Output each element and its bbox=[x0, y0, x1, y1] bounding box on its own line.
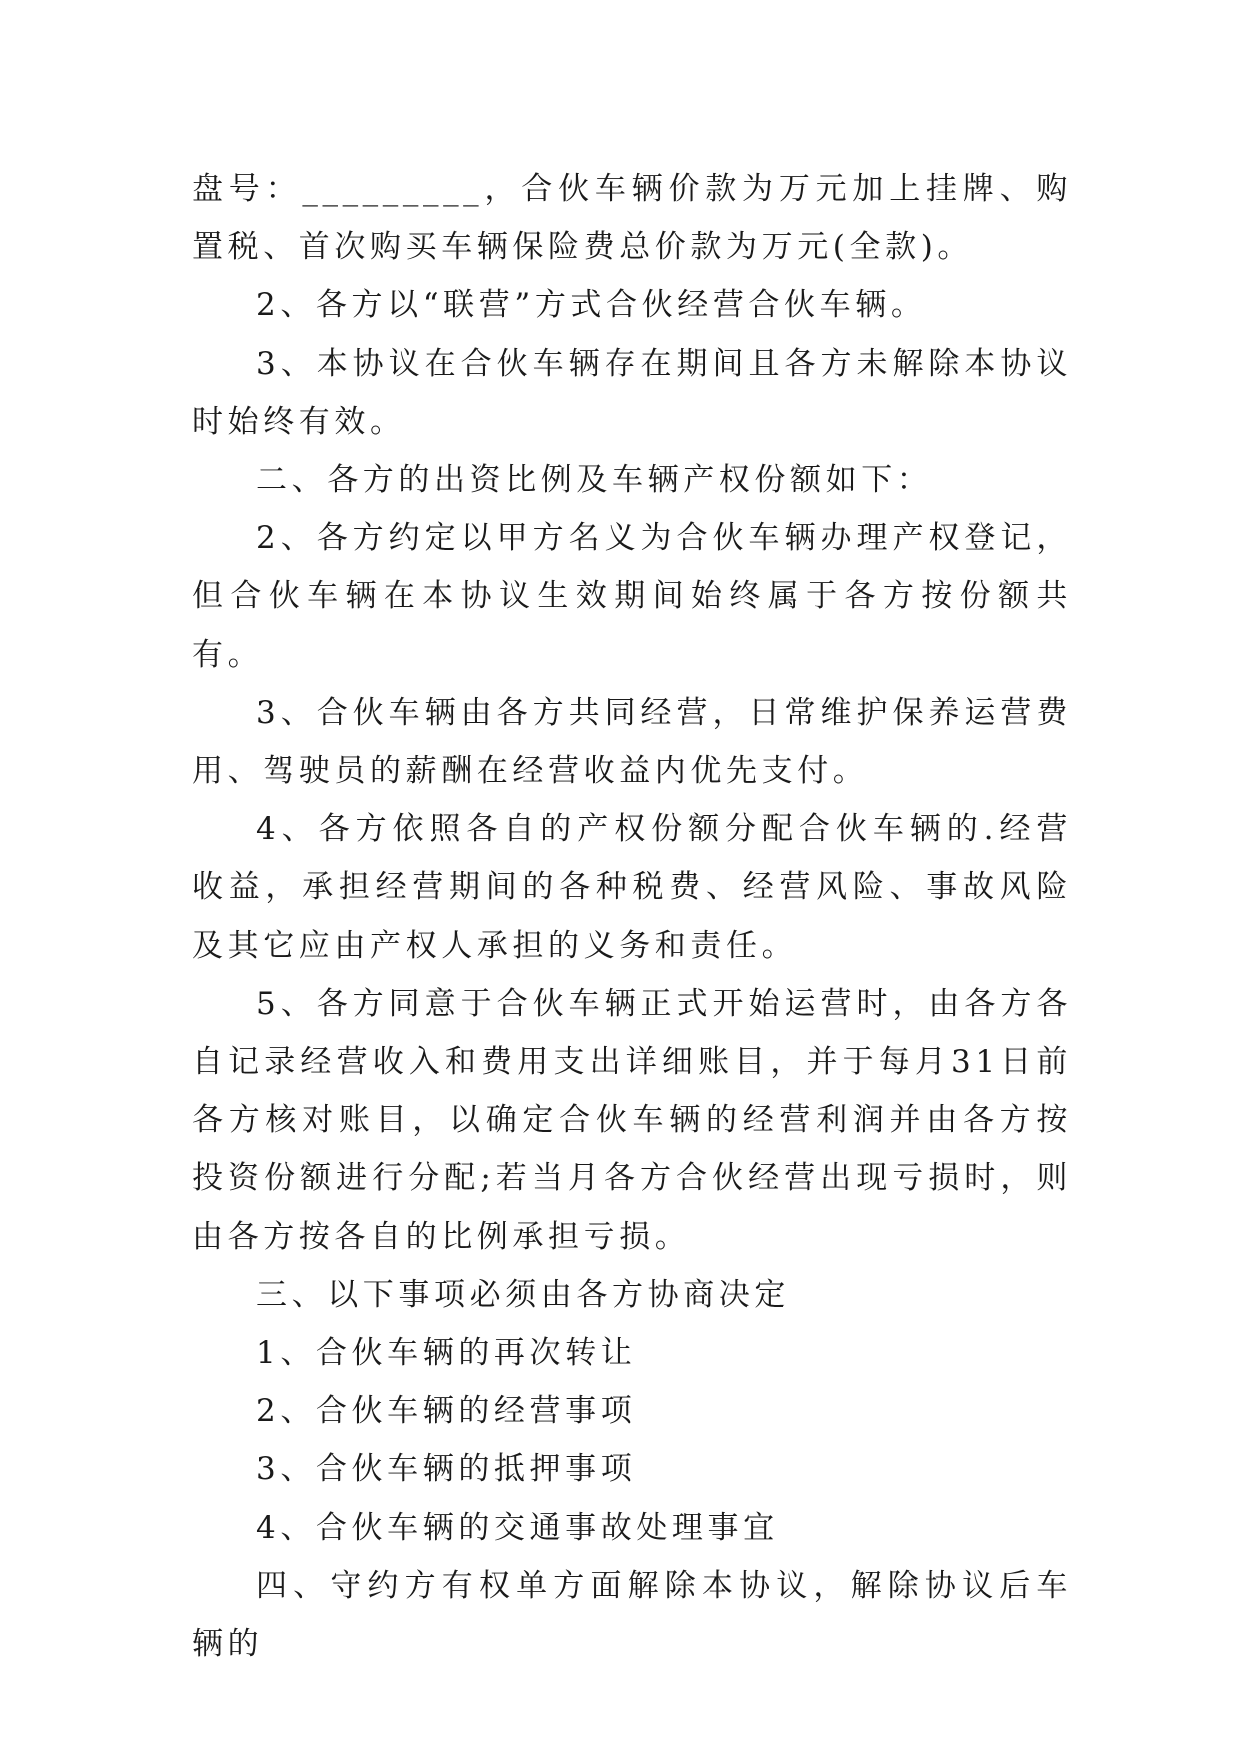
paragraph-clause-1-3: 3、本协议在合伙车辆存在期间且各方未解除本协议时始终有效。 bbox=[192, 345, 1072, 440]
paragraph-clause-2-5: 5、各方同意于合伙车辆正式开始运营时，由各方各自记录经营收入和费用支出详细账目，并于每月31日前各方核对账目，以确定合伙车辆的经营利润并由各方按投资份额进行分配;若当月各方合伙经营出现亏损时，则由各方按各自的比例承担亏损。 bbox=[192, 985, 1072, 1255]
list-item-3-3: 3、合伙车辆的抵押事项 bbox=[256, 1451, 637, 1488]
document-body bbox=[192, 160, 1072, 1673]
paragraph-clause-2-3: 3、合伙车辆由各方共同经营，日常维护保养运营费用、驾驶员的薪酬在经营收益内优先支付。 bbox=[192, 694, 1072, 790]
section-heading-3: 三、以下事项必须由各方协商决定 bbox=[256, 1276, 790, 1313]
paragraph-clause-2-2: 2、各方约定以甲方名义为合伙车辆办理产权登记，但合伙车辆在本协议生效期间始终属于各方按份额共有。 bbox=[192, 520, 1072, 673]
section-heading-2: 二、各方的出资比例及车辆产权份额如下： bbox=[256, 462, 933, 499]
paragraph-plate-number: 盘号：_________，合伙车辆价款为万元加上挂牌、购置税、首次购买车辆保险费总价款为万元(全款)。 bbox=[192, 171, 1072, 266]
list-item-3-2: 2、合伙车辆的经营事项 bbox=[256, 1393, 637, 1430]
section-heading-4: 四、守约方有权单方面解除本协议，解除协议后车辆的 bbox=[192, 1567, 1072, 1663]
list-item-3-1: 1、合伙车辆的再次转让 bbox=[256, 1335, 637, 1372]
paragraph-clause-1-2: 2、各方以“联营”方式合伙经营合伙车辆。 bbox=[256, 287, 927, 324]
list-item-3-4: 4、合伙车辆的交通事故处理事宜 bbox=[256, 1509, 779, 1546]
paragraph-clause-2-4: 4、各方依照各自的产权份额分配合伙车辆的.经营收益，承担经营期间的各种税费、经营风险、事故风险及其它应由产权人承担的义务和责任。 bbox=[192, 811, 1072, 964]
